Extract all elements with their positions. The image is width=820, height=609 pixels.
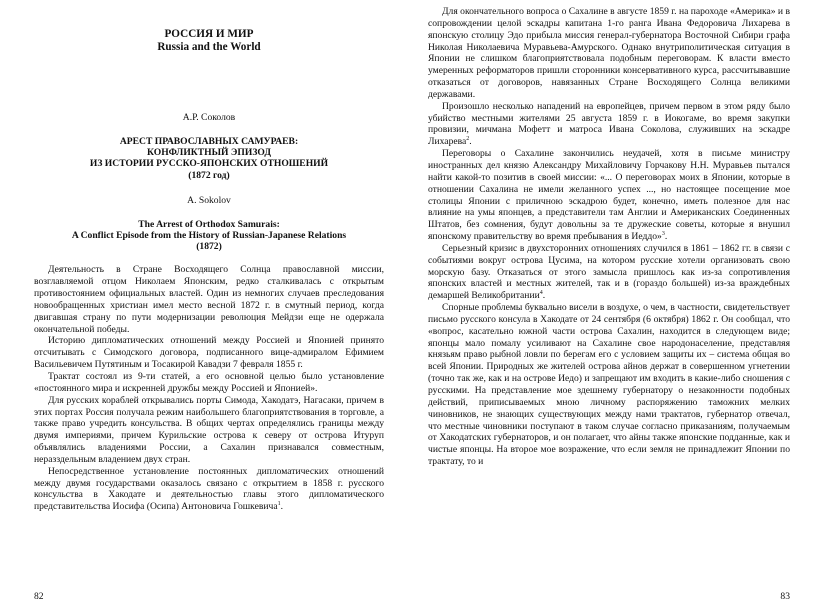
footnote-marker: 4	[539, 290, 543, 297]
section-subtitle: Russia and the World	[157, 41, 261, 53]
body-paragraph: Произошло несколько нападений на европейцев, причем первом в этом ряду было убийство местными жителями 25 августа 1859 г. в Иокогаме, во время закупки провизии, мичмана Мофетт и матроса Ивана Соколова, служивших на эскадре Лихарева$^2$.	[428, 100, 790, 148]
article-title-ru	[34, 136, 384, 181]
author-ru: А.Р. Соколов	[182, 112, 236, 123]
body-paragraph: Непосредственное установление постоянных дипломатических отношений между двумя государствами оказалось связано с открытием в 1858 г. русского консульства в Хакодате и деятельностью главы этого дипломатического представительства Иосифа (Осипа) Антоновича Гошкевича$^1$.	[34, 465, 384, 513]
body-paragraph: Серьезный кризис в двухсторонних отношениях случился в 1861 – 1862 гг. в связи с событиями вокруг острова Цусима, на котором русские хотели организовать свою морскую базу. Отказаться от этого замысла пришлось как из-за сопротивления японских властей и местных жителей, так и в (гораздо большей) из-за враждебных демаршей Великобритании$^4$.	[428, 242, 790, 302]
author-en: A. Sokolov	[187, 194, 231, 206]
footnote-marker: 1	[277, 501, 281, 508]
title-en-line: The Arrest of Orthodox Samurais:	[138, 218, 280, 230]
page-number: 83	[780, 591, 790, 602]
body-paragraph: Историю дипломатических отношений между Россией и Японией принято отсчитывать с Симодского договора, подписанного вице-адмиралом Ефимием Васильевичем Путятиным и Тосакирой Кавадзи 7 февраля 1855 г.	[34, 335, 384, 371]
title-ru-year: (1872 год)	[188, 169, 230, 181]
section-title: РОССИЯ И МИР	[164, 28, 254, 40]
page-number: 82	[34, 591, 44, 602]
right-page	[410, 0, 820, 609]
article-body-right	[428, 6, 790, 468]
title-ru-line: АРЕСТ ПРАВОСЛАВНЫХ САМУРАЕВ:	[119, 136, 299, 147]
paragraph-text: Произошло несколько нападений на европейцев, причем первом в этом ряду было убийство местными жителями 25 августа 1859 г. в Иокогаме, во время закупки провизии, мичмана Мофетт и матроса Ивана Соколова, служивших на эскадре Лихарева	[428, 100, 790, 148]
article-title-en	[34, 219, 384, 253]
paragraph-text: Серьезный кризис в двухсторонних отношениях случился в 1861 – 1862 гг. в связи с событиями вокруг острова Цусима, на котором русские хотели организовать свою морскую базу. Отказаться от этого замысла пришлось как из-за сопротивления японских властей и местных жителей, так и в (гораздо большей) из-за враждебных демаршей Великобритании	[428, 242, 790, 302]
body-paragraph: Спорные проблемы буквально висели в воздухе, о чем, в частности, свидетельствует письмо русского консула в Хакодате от 24 сентября (6 октября) 1862 г. Он сообщал, что «вопрос, касательно южной части острова Сахалин, находится в следующем виде; японцы мало помалу усиливают на Сахалине свое народонаселение, представляя князьям право рыбной ловли по берегам его с условием защиты их – система общая во всей Японии. Природных же жителей острова айнов держат в совершенном угнетении (точно так же, как и на острове Иедо) и запрещают им входить в какие-либо сношения с русскими. На представление мое здешнему губернатору о незаконности подобных действий, приписываемых мною личному распоряжению таможних мелких чиновников, не знающих существующих между нами трактатов, губернатор отвечал, что местные чиновники поступают в таком случае согласно приказаниям, получаемым от Хакодатских губернаторов, и он полагает, что айны также японские подданные, как и чистые японцы. На второе мое возражение, что если земля не принадлежит Японии по трактату, то и	[428, 302, 790, 468]
body-paragraph: Переговоры о Сахалине закончились неудачей, хотя в письме министру иностранных дел князю Александру Михайловичу Горчакову Н.Н. Муравьев пытался найти какой-то позитив в своей миссии: «... О переговорах моих в Японии, которые в отношении Сахалина не имели желанного успех ..., но настоящее посещение мое столицы Японии с приличною эскадрою будет, конечно, иметь полезное для нас влияние на умы японцев, а представители там Англии и Американских Соединенных Штатов, без сомнения, будут довольны за те дружеские советы, которые я внушил японскому правительству во время пребывания в Иеддо»$^3$.	[428, 148, 790, 243]
article-body-left	[34, 264, 384, 513]
body-paragraph: Деятельность в Стране Восходящего Солнца православной миссии, возглавляемой отцом Николаем Японским, редко сталкивалась с открытым противостоянием официальных властей. Один из немногих случаев преследования новообращенных христиан имел место весной 1872 г. в смутный период, когда двигавшая страну по пути модернизации революция Мейдзи еще не одержала окончательной победы.	[34, 264, 384, 335]
footnote-marker: 2	[466, 136, 470, 143]
body-paragraph: Для русских кораблей открывались порты Симода, Хакодатэ, Нагасаки, причем в этих портах Россия получала режим наибольшего благоприятствования в торговле, а также право учредить консульства. В общих чертах определялись границы между двумя империями, причем Курильские острова к северу от острова Итуруп объявлялись владениями России, а Сахалин признавался совместным, неразздельным владением двух стран.	[34, 394, 384, 465]
body-paragraph: Для окончательного вопроса о Сахалине в августе 1859 г. на пароходе «Америка» и в сопровождении целой эскадры капитана 1-го ранга Ивана Федоровича Лихарева в японскую столицу Эдо прибыла миссия генерал-губернатора Восточной Сибири графа Николая Николаевича Муравьева-Амурского. Однако внутриполитическая ситуация в Японии не слишком благоприятствовала подобным переговорам. К власти вместо умеренных реформаторов пришли сторонники консервативного курса, рассчитывавшие отказаться от договоров, навязанных Стране Восходящего Солнца великими державами.	[428, 6, 790, 100]
footnote-marker: 3	[661, 230, 665, 237]
title-en-line: A Conflict Episode from the History of Russian-Japanese Relations	[71, 230, 347, 242]
title-ru-line: ИЗ ИСТОРИИ РУССКО-ЯПОНСКИХ ОТНОШЕНИЙ	[89, 158, 329, 170]
paragraph-text: Непосредственное установление постоянных дипломатических отношений между двумя государствами оказалось связано с открытием в 1858 г. русского консульства в Хакодате и деятельностью главы этого дипломатического представительства Иосифа (Осипа) Антоновича Гошкевича	[34, 465, 384, 513]
paragraph-text: Переговоры о Сахалине закончились неудачей, хотя в письме министру иностранных дел князю Александру Михайловичу Горчакову Н.Н. Муравьев пытался найти какой-то позитив в своей миссии: «... О переговорах моих в Японии, которые в отношении Сахалина не имели желанного успех ..., но настоящее посещение мое столицы Японии с приличною эскадрою будет, конечно, иметь полезное для нас влияние на умы японцев, а представители там Англии и Американских Соединенных Штатов, без сомнения, будут довольны за те дружеские советы, которые я внушил японскому правительству во время пребывания в Иеддо»	[428, 148, 790, 243]
title-en-year: (1872)	[196, 241, 222, 253]
body-paragraph: Трактат состоял из 9-ти статей, а его основной целью было установление «постоянного мира и искренней дружбы между Россией и Японией».	[34, 371, 384, 394]
title-ru-line: КОНФЛИКТНЫЙ ЭПИЗОД	[147, 147, 271, 159]
